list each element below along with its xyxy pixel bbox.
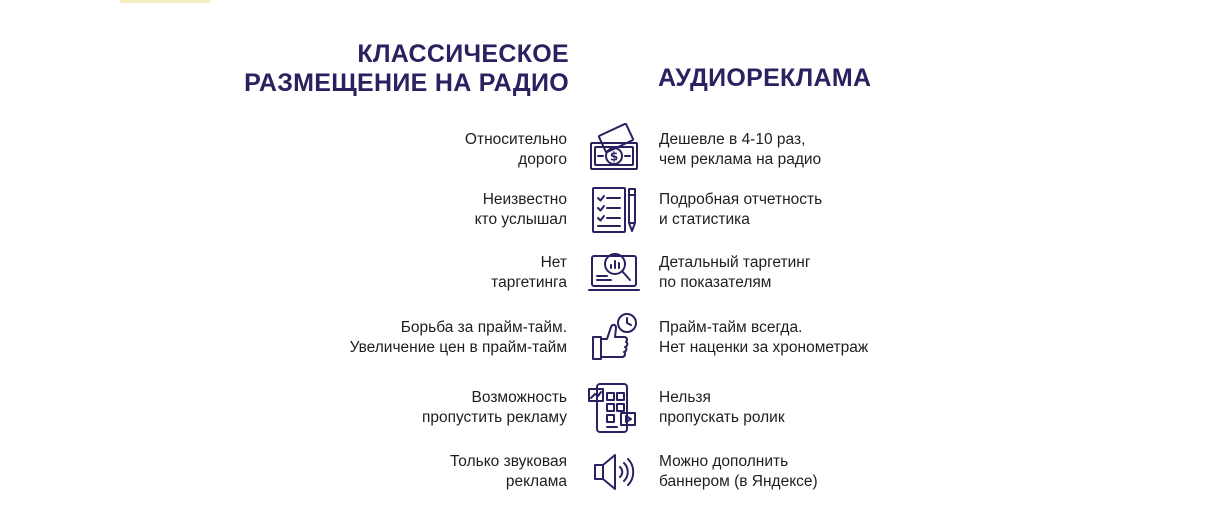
- classic-point-line: дорого: [518, 151, 567, 168]
- audio-point-line: по показателям: [659, 274, 772, 291]
- classic-point-line: Возможность: [471, 389, 567, 406]
- audio-point: [659, 190, 822, 230]
- audio-point-line: баннером (в Яндексе): [659, 473, 818, 490]
- comparison-row-skip: [0, 381, 1216, 435]
- classic-point-line: Только звуковая: [450, 453, 567, 470]
- heading-audio-ads: АУДИОРЕКЛАМА: [658, 64, 872, 92]
- speaker-icon: [587, 445, 641, 499]
- audio-point-line: Нельзя: [659, 389, 711, 406]
- dollar-sign: $: [609, 149, 619, 164]
- classic-point-line: Относительно: [464, 131, 567, 148]
- classic-point-line: Неизвестно: [482, 191, 567, 208]
- heading-classic-line1: КЛАССИЧЕСКОЕ: [357, 40, 569, 68]
- audio-point: [659, 253, 811, 293]
- audio-point-line: чем реклама на радио: [659, 151, 822, 168]
- analytics-magnifier-icon: [587, 246, 641, 300]
- classic-point: [475, 190, 567, 230]
- audio-point-line: Нет наценки за хронометраж: [659, 339, 869, 356]
- classic-point-line: пропустить рекламу: [421, 409, 567, 426]
- top-accent-bar: [120, 0, 210, 3]
- audio-point-line: Можно дополнить: [659, 453, 789, 470]
- classic-point-line: Увеличение цен в прайм-тайм: [349, 339, 567, 356]
- classic-point: [350, 318, 567, 358]
- classic-point-line: кто услышал: [474, 211, 567, 228]
- comparison-row-prime-time: [0, 311, 1216, 365]
- audio-point-line: Дешевле в 4-10 раз,: [659, 131, 806, 148]
- comparison-row-targeting: [0, 246, 1216, 300]
- audio-point: [659, 130, 821, 170]
- audio-point-line: Прайм-тайм всегда.: [659, 319, 803, 336]
- audio-point-line: и статистика: [659, 211, 750, 228]
- classic-point: [465, 130, 567, 170]
- classic-point-line: Нет: [540, 254, 567, 271]
- thumbs-up-clock-icon: [587, 311, 641, 365]
- audio-point: [659, 452, 818, 492]
- classic-point: [491, 253, 567, 293]
- audio-point: [659, 318, 868, 358]
- comparison-row-reporting: [0, 183, 1216, 237]
- audio-point-line: Детальный таргетинг: [659, 254, 811, 271]
- classic-point-line: Борьба за прайм-тайм.: [400, 319, 567, 336]
- classic-point-line: реклама: [505, 473, 567, 490]
- heading-classic-radio: [244, 40, 569, 98]
- classic-point: [450, 452, 567, 492]
- money-icon: [587, 123, 641, 177]
- mobile-apps-icon: [587, 381, 641, 435]
- audio-point: [659, 388, 785, 428]
- classic-point: [422, 388, 567, 428]
- comparison-row-price: [0, 123, 1216, 177]
- classic-point-line: таргетинга: [491, 274, 567, 291]
- audio-point-line: Подробная отчетность: [659, 191, 823, 208]
- audio-point-line: пропускать ролик: [659, 409, 785, 426]
- heading-classic-line2: РАЗМЕЩЕНИЕ НА РАДИО: [244, 69, 569, 97]
- checklist-icon: [587, 183, 641, 237]
- comparison-row-banner: [0, 445, 1216, 499]
